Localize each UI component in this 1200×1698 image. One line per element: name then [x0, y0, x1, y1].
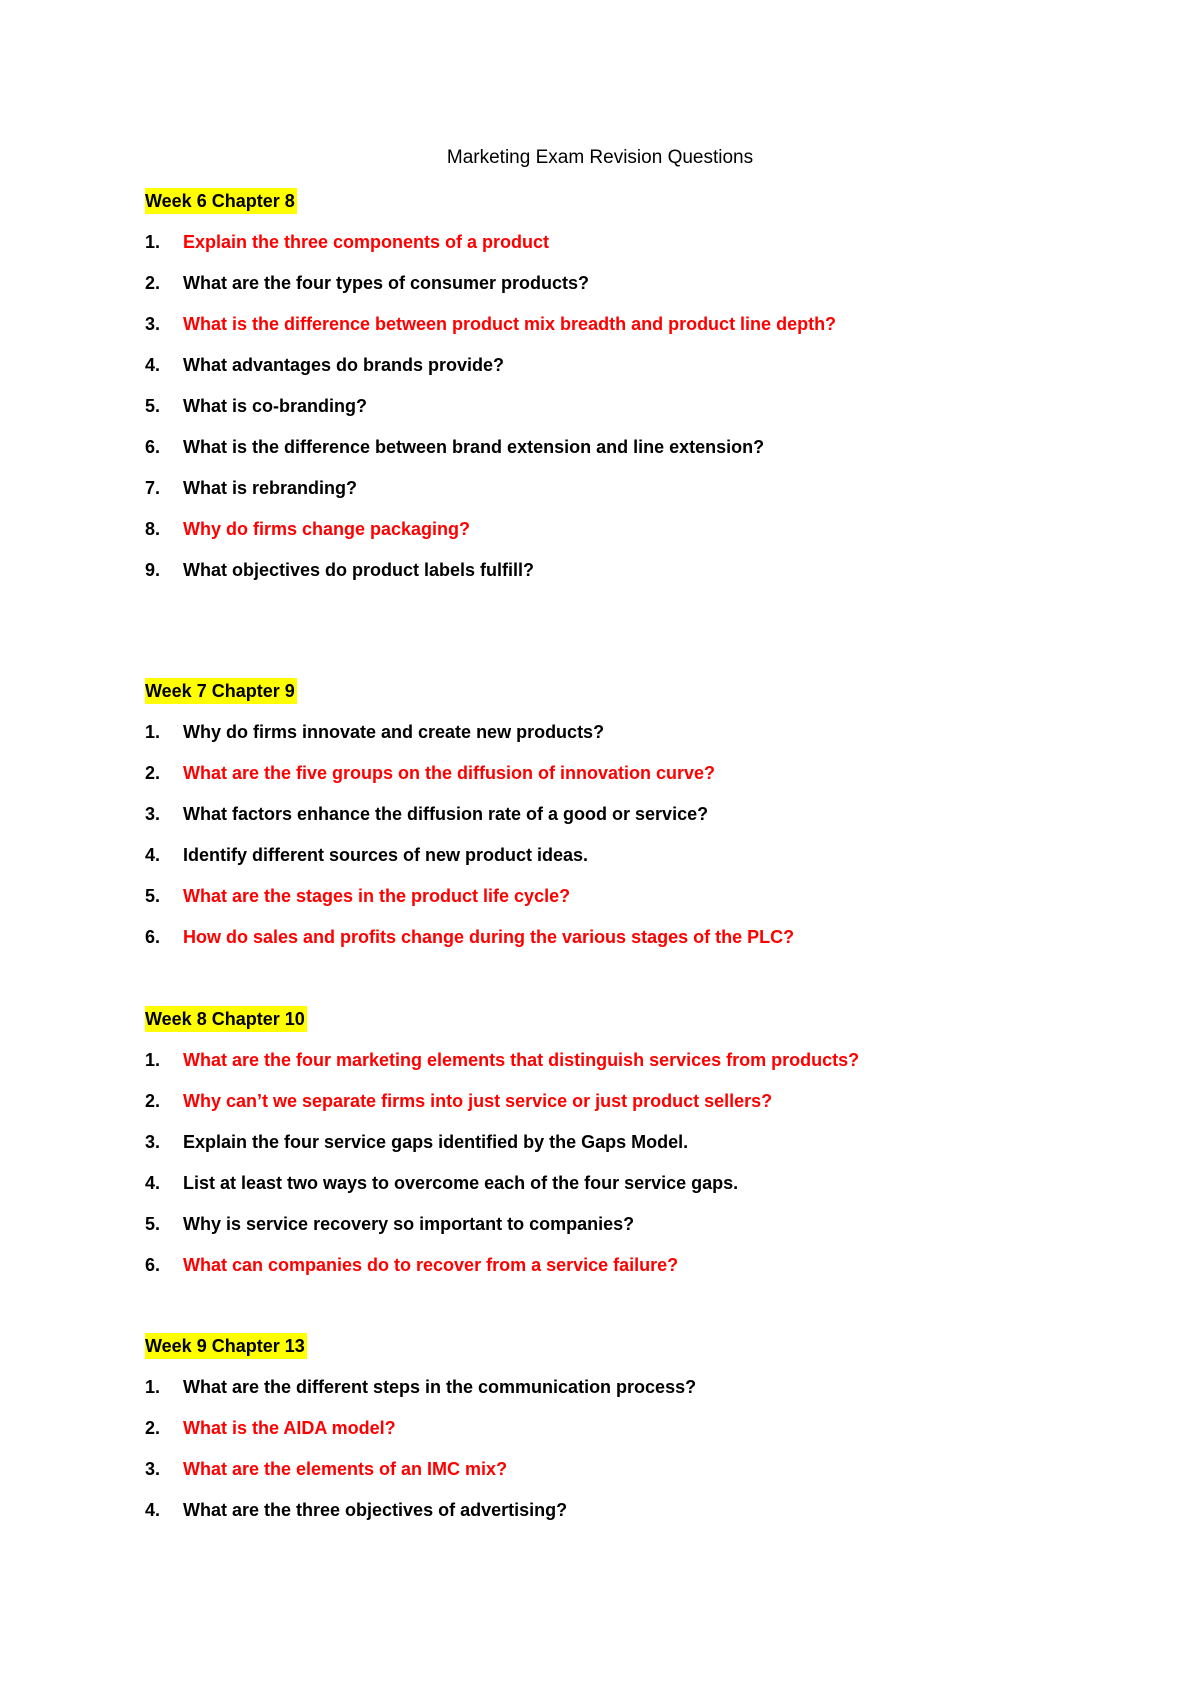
question-item	[145, 311, 1145, 337]
question-text: What objectives do product labels fulfill?	[183, 560, 535, 580]
question-number: 3.	[145, 1132, 161, 1152]
question-number: 1.	[145, 722, 161, 742]
question-text: What is the difference between product mix breadth and product line depth?	[183, 314, 837, 334]
question-text: Why do firms innovate and create new products?	[183, 722, 605, 742]
question-item	[145, 1415, 1145, 1441]
question-item	[145, 1088, 1145, 1114]
question-text: What are the elements of an IMC mix?	[183, 1459, 508, 1479]
question-number: 8.	[145, 519, 161, 539]
section-week-9	[145, 1333, 1145, 1523]
question-item	[145, 434, 1145, 460]
question-list	[145, 1047, 1145, 1278]
question-item	[145, 760, 1145, 786]
page-title: Marketing Exam Revision Questions	[446, 147, 754, 168]
question-number: 3.	[145, 314, 161, 334]
question-item	[145, 516, 1145, 542]
question-item	[145, 883, 1145, 909]
question-item	[145, 1497, 1145, 1523]
section-heading: Week 8 Chapter 10	[145, 1006, 307, 1032]
question-item	[145, 1374, 1145, 1400]
question-text: Why do firms change packaging?	[183, 519, 471, 539]
section-heading: Week 6 Chapter 8	[145, 188, 297, 214]
question-item	[145, 924, 1145, 950]
question-number: 2.	[145, 1418, 161, 1438]
question-text: What is co-branding?	[183, 396, 367, 416]
question-number: 2.	[145, 1091, 161, 1111]
question-number: 4.	[145, 845, 161, 865]
question-number: 3.	[145, 804, 161, 824]
question-text: What are the different steps in the communication process?	[183, 1377, 697, 1397]
section-week-6	[145, 188, 1145, 583]
question-number: 6.	[145, 927, 161, 947]
question-item	[145, 1456, 1145, 1482]
question-text: What can companies do to recover from a service failure?	[183, 1255, 679, 1275]
section-heading: Week 9 Chapter 13	[145, 1333, 307, 1359]
question-item	[145, 270, 1145, 296]
question-item	[145, 801, 1145, 827]
question-number: 6.	[145, 437, 161, 457]
question-number: 1.	[145, 232, 161, 252]
question-number: 3.	[145, 1459, 161, 1479]
question-number: 2.	[145, 273, 161, 293]
question-number: 6.	[145, 1255, 161, 1275]
question-text: What are the stages in the product life cycle?	[183, 886, 571, 906]
question-text: Explain the three components of a product	[183, 232, 550, 252]
question-text: Why can’t we separate firms into just service or just product sellers?	[183, 1091, 773, 1111]
question-item	[145, 475, 1145, 501]
question-list	[145, 719, 1145, 950]
question-item	[145, 352, 1145, 378]
question-text: Explain the four service gaps identified by the Gaps Model.	[183, 1132, 689, 1152]
question-number: 4.	[145, 1173, 161, 1193]
question-item	[145, 719, 1145, 745]
question-item	[145, 393, 1145, 419]
question-text: Identify different sources of new product ideas.	[183, 845, 589, 865]
question-text: What is the difference between brand extension and line extension?	[183, 437, 765, 457]
question-list	[145, 1374, 1145, 1523]
question-number: 5.	[145, 396, 161, 416]
question-text: What factors enhance the diffusion rate of a good or service?	[183, 804, 709, 824]
question-text: How do sales and profits change during the various stages of the PLC?	[183, 927, 795, 947]
question-text: What are the four types of consumer products?	[183, 273, 590, 293]
question-number: 5.	[145, 1214, 161, 1234]
question-item	[145, 1170, 1145, 1196]
question-text: What are the four marketing elements that distinguish services from products?	[183, 1050, 860, 1070]
question-text: What is rebranding?	[183, 478, 358, 498]
question-list	[145, 229, 1145, 583]
question-number: 1.	[145, 1050, 161, 1070]
question-text: Why is service recovery so important to companies?	[183, 1214, 635, 1234]
question-number: 4.	[145, 1500, 161, 1520]
section-week-7	[145, 678, 1145, 950]
section-heading: Week 7 Chapter 9	[145, 678, 297, 704]
section-week-8	[145, 1006, 1145, 1278]
question-number: 7.	[145, 478, 161, 498]
question-text: What are the five groups on the diffusion of innovation curve?	[183, 763, 716, 783]
question-text: List at least two ways to overcome each of the four service gaps.	[183, 1173, 739, 1193]
question-item	[145, 229, 1145, 255]
question-item	[145, 842, 1145, 868]
question-item	[145, 557, 1145, 583]
question-item	[145, 1211, 1145, 1237]
question-number: 1.	[145, 1377, 161, 1397]
question-item	[145, 1129, 1145, 1155]
question-number: 9.	[145, 560, 161, 580]
question-item	[145, 1252, 1145, 1278]
question-text: What are the three objectives of advertising?	[183, 1500, 568, 1520]
question-text: What advantages do brands provide?	[183, 355, 505, 375]
question-number: 2.	[145, 763, 161, 783]
question-number: 5.	[145, 886, 161, 906]
question-number: 4.	[145, 355, 161, 375]
question-item	[145, 1047, 1145, 1073]
question-text: What is the AIDA model?	[183, 1418, 396, 1438]
